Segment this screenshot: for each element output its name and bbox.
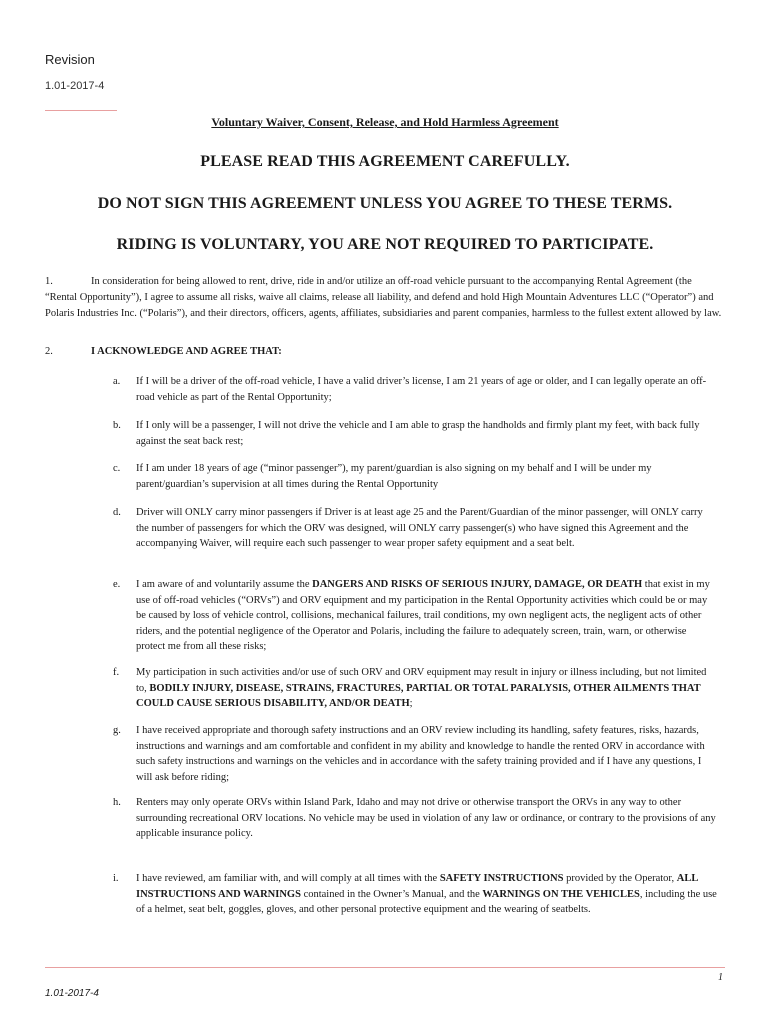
item-letter: d.	[113, 507, 121, 518]
heading-do-not-sign: DO NOT SIGN THIS AGREEMENT UNLESS YOU AGREE TO THESE TERMS.	[97, 195, 673, 212]
item-emphasis: WARNINGS ON THE VEHICLES	[482, 888, 640, 900]
item-text: If I am under 18 years of age (“minor passenger”), my parent/guardian is also signing on my behalf and I will be under my parent/guardian’s supervision at all times during the Rental Opportunity	[136, 463, 652, 490]
footer-divider	[45, 967, 725, 968]
item-text	[136, 665, 717, 712]
item-letter: b.	[113, 420, 121, 431]
item-text: If I will be a driver of the off-road vehicle, I have a valid driver’s license, I am 21 years of age or older, and I can legally operate an off-road vehicle as part of the Rental Opportunity;	[136, 376, 707, 403]
item-text-part: I have reviewed, am familiar with, and will comply at all times with the	[136, 873, 440, 884]
section-1-number: 1.	[45, 276, 53, 287]
list-item-i	[113, 871, 717, 918]
item-text: If I only will be a passenger, I will not drive the vehicle and I am able to grasp the handholds and firmly plant my feet, with back fully against the seat back rest;	[136, 420, 700, 447]
item-emphasis: ALL INSTRUCTIONS AND WARNINGS	[136, 873, 698, 900]
item-text: Driver will ONLY carry minor passengers if Driver is at least age 25 and the Parent/Guardian of the minor passenger, will ONLY carry the number of passengers for which the ORV was designed, will ONLY carry passenger(s) who have signed this Agreement and the accompanying Waiver, will require each such passenger to wear proper safety equipment and a seat belt.	[136, 507, 703, 550]
item-letter: c.	[113, 463, 121, 474]
section-2-number: 2.	[45, 346, 53, 357]
item-text	[136, 577, 717, 655]
list-item-g	[113, 723, 717, 785]
list-item-d	[113, 505, 717, 552]
item-emphasis: BODILY INJURY, DISEASE, STRAINS, FRACTURES, PARTIAL OR TOTAL PARALYSIS, OTHER AILMENTS THAT COULD CAUSE SERIOUS DISABILITY, AND/OR DEATH	[136, 682, 701, 710]
heading-voluntary: RIDING IS VOLUNTARY, YOU ARE NOT REQUIRED TO PARTICIPATE.	[116, 236, 654, 253]
section-1-paragraph	[45, 274, 725, 322]
item-text-part: My participation in such activities and/or use of such ORV and ORV equipment may result in injury or illness including, but not limited to,	[136, 667, 707, 694]
item-text-part: that exist in my use of off-road vehicles (“ORVs”) and ORV equipment and my participation in the Rental Opportunity activities which could be or may be caused by loss of vehicle control, collisions, mechanical failures, trail conditions, my own negligent acts, the negligent acts of other riders, and the potential negligence of the Operator and Polaris, including the failure to adequately screen, train, warn, or otherwise protect me from all these risks;	[136, 579, 710, 653]
item-emphasis: DANGERS AND RISKS OF SERIOUS INJURY, DAMAGE, OR DEATH	[312, 579, 643, 590]
item-text: I have received appropriate and thorough safety instructions and an ORV review including its handling, safety features, risks, hazards, instructions and warnings and am comfortable and confident in my ability and knowledge to handle the rented ORV in accordance with such safety instructions and warnings on the vehicles and in accordance with the safety training provided and if I have any questions, I will ask before riding;	[136, 725, 705, 783]
item-text-part: ;	[409, 698, 413, 710]
item-text-part: contained in the Owner’s Manual, and the	[300, 888, 483, 900]
list-item-c	[113, 461, 717, 492]
list-item-f	[113, 665, 717, 712]
section-1-text: In consideration for being allowed to rent, drive, ride in and/or utilize an off-road vehicle pursuant to the accompanying Rental Agreement (the “Rental Opportunity”), I agree to assume all risks, waive all claims, release all liability, and defend and hold High Mountain Adventures LLC (“Operator”) and Polaris Industries Inc. (“Polaris”), and their directors, officers, agents, affiliates, subsidiaries and parent companies, harmless to the fullest extent allowed by law.	[45, 276, 722, 319]
item-text-part: provided by the Operator,	[563, 873, 677, 884]
revision-number: 1.01-2017-4	[45, 80, 105, 92]
list-item-e	[113, 577, 717, 655]
list-item-a	[113, 374, 717, 405]
item-text-part: I am aware of and voluntarily assume the	[136, 579, 313, 590]
item-letter: i.	[113, 873, 119, 884]
item-letter: g.	[113, 725, 121, 736]
revision-label: Revision	[45, 52, 95, 67]
list-item-b	[113, 418, 717, 449]
heading-read-carefully: PLEASE READ THIS AGREEMENT CAREFULLY.	[200, 153, 570, 170]
item-letter: f.	[113, 667, 120, 678]
section-2-text: I ACKNOWLEDGE AND AGREE THAT:	[91, 346, 282, 357]
item-text-part: , including the use of a helmet, seat belt, goggles, gloves, and other personal protective equipment and the wearing of seatbelts.	[136, 888, 717, 916]
document-title: Voluntary Waiver, Consent, Release, and Hold Harmless Agreement	[211, 115, 559, 129]
item-letter: h.	[113, 797, 121, 808]
page-number: 1	[718, 972, 723, 983]
item-text	[136, 871, 717, 918]
list-item-h	[113, 795, 717, 842]
footer-revision: 1.01-2017-4	[45, 988, 99, 999]
item-letter: e.	[113, 579, 121, 590]
item-letter: a.	[113, 376, 121, 387]
header-divider	[45, 110, 117, 111]
item-text: Renters may only operate ORVs within Island Park, Idaho and may not drive or otherwise transport the ORVs in any way to other surrounding recreational ORV locations. No vehicle may be used in violation of any law or ordinance, or contrary to the provisions of any applicable insurance policy.	[136, 797, 716, 840]
item-emphasis: SAFETY INSTRUCTIONS	[439, 873, 564, 884]
